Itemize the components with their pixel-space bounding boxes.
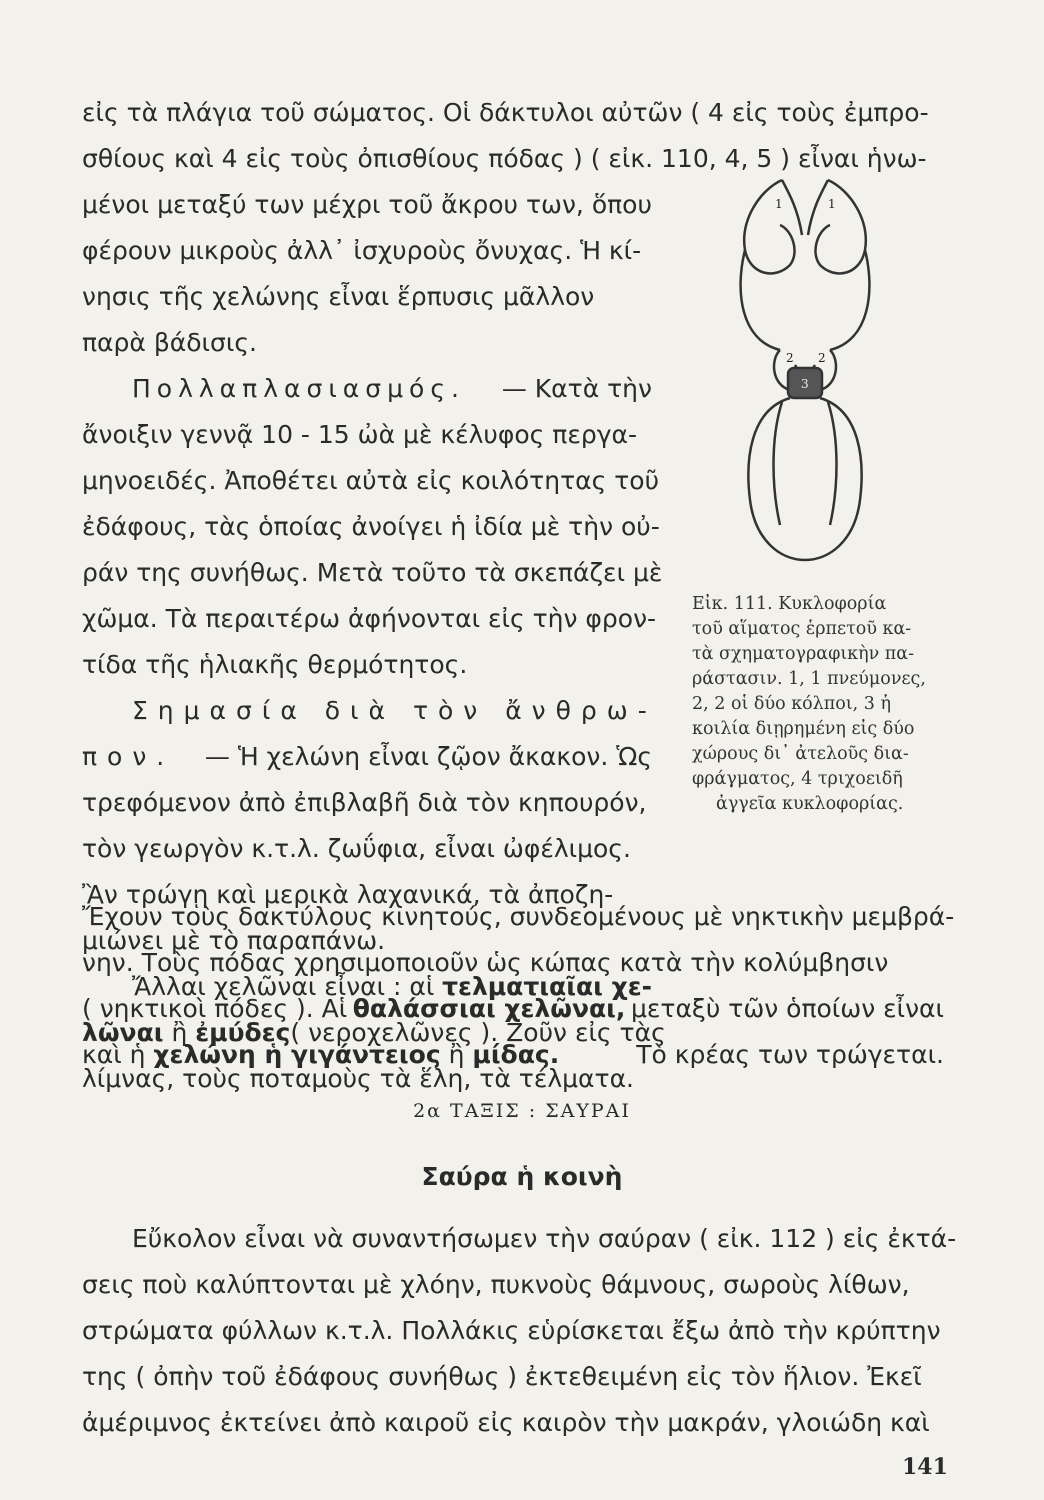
page-number: 141 [902, 1454, 948, 1480]
subheading: Σαύρα ἡ κοινὴ [421, 1162, 623, 1191]
caption-line [692, 692, 954, 717]
text: παρὰ βάδισις. [82, 328, 257, 357]
text: στρώματα φύλλων κ.τ.λ. Πολλάκις εὑρίσκεται ἔξω ἀπὸ τὴν κρύπτην [82, 1316, 941, 1345]
text-line [82, 648, 467, 682]
text: σθίους καὶ 4 εἰς τοὺς ὀπισθίους πόδας ) ( εἰκ. 110, 4, 5 ) εἶναι ἡνω- [82, 144, 927, 173]
bold-term: θαλάσσιαι χελῶναι, [352, 994, 626, 1023]
text: ἄνοιξιν γεννᾷ 10 - 15 ὠὰ μὲ κέλυφος περγα- [82, 420, 638, 449]
text-line [82, 234, 652, 268]
caption-text: ἀγγεῖα κυκλοφορίας. [716, 794, 904, 814]
text-line [82, 832, 652, 866]
text: νησις τῆς χελώνης εἶναι ἕρπυσις μᾶλλον [82, 282, 595, 311]
left-lung [744, 180, 794, 273]
text: μηνοειδές. Ἀποθέτει αὐτὰ εἰς κοιλότητας τοῦ [82, 466, 660, 495]
text: χῶμα. Τὰ περαιτέρω ἀφήνονται εἰς τὴν φρον- [82, 604, 657, 633]
text-line [82, 418, 652, 452]
caption-line [692, 592, 954, 617]
text-line [82, 96, 944, 130]
text: ἢ [171, 1018, 188, 1047]
caption-line [692, 642, 954, 667]
text: — Ἡ χελώνη εἶναι ζῷον ἄκακον. Ὡς [204, 742, 652, 771]
circulation-diagram [720, 140, 890, 580]
text: τρεφόμενον ἀπὸ ἐπιβλαβῆ διὰ τὸν κηπουρόν, [82, 788, 647, 817]
label-2: 2 [786, 351, 794, 365]
label-1: 1 [775, 197, 783, 211]
caption-text: τοῦ αἵματος ἑρπετοῦ κα- [692, 619, 912, 639]
section-heading: 2α ΤΑΞΙΣ : ΣΑΥΡΑΙ [413, 1100, 631, 1122]
text: ἐδάφους, τὰς ὁποίας ἀνοίγει ἡ ἰδία μὲ τὴν οὐ- [82, 512, 660, 541]
text: σεις ποὺ καλύπτονται μὲ χλόην, πυκνοὺς θάμνους, σωροὺς λίθων, [82, 1270, 910, 1299]
caption-text: φράγματος, 4 τριχοειδῆ [692, 769, 903, 789]
text-line [82, 602, 657, 636]
text: Ἂν τρώγῃ καὶ μερικὰ λαχανικά, τὰ ἀποζη- [82, 880, 614, 909]
bold-term: ἐμύδες [195, 1018, 291, 1047]
text: ἀμέριμνος ἐκτείνει ἀπὸ καιροῦ εἰς καιρὸν τὴν μακράν, γλοιώδη καὶ [82, 1408, 930, 1437]
text: εἰς τὰ πλάγια τοῦ σώματος. Οἱ δάκτυλοι αὐτῶν ( 4 εἰς τοὺς ἐμπρο- [82, 98, 929, 127]
text-line [82, 556, 663, 590]
caption-text: τὰ σχηματογραφικὴν πα- [692, 644, 915, 664]
text-line [82, 1038, 944, 1072]
text: Ἔχουν τοὺς δακτύλους κινητούς, συνδεομένους μὲ νηκτικὴν μεμβρά- [82, 902, 955, 931]
caption-text: ράστασιν. 1, 1 πνεύμονες, [692, 669, 926, 689]
text-line [82, 1360, 944, 1394]
text: Εὔκολον εἶναι νὰ συναντήσωμεν τὴν σαύραν ( εἰκ. 112 ) εἰς ἐκτά- [132, 1224, 957, 1253]
text-line [82, 740, 652, 774]
paragraph-heading: Πολλαπλασιασμός. [132, 374, 465, 403]
text: ( νηκτικοὶ πόδες ). Αἱ [82, 994, 348, 1023]
caption-text: 2, 2 οἱ δύο κόλποι, 3 ἡ [692, 694, 891, 714]
text: φέρουν μικροὺς ἀλλ᾽ ἰσχυροὺς ὄνυχας. Ἡ κί- [82, 236, 642, 265]
caption-line [692, 767, 954, 792]
text: λίμνας, τοὺς ποταμοὺς τὰ ἕλη, τὰ τέλματα. [82, 1064, 634, 1093]
bold-term: τελματιαῖαι χε- [442, 972, 652, 1001]
text: ἢ [448, 1040, 465, 1069]
text-line [82, 946, 944, 980]
text: Ἄλλαι χελῶναι εἶναι : αἱ [132, 972, 435, 1001]
paragraph-heading-line [132, 694, 657, 728]
text: — Κατὰ τὴν [501, 374, 652, 403]
text: Τὸ κρέας των τρώγεται. [636, 1040, 944, 1069]
text: μιώνει μὲ τὸ παραπάνω. [82, 926, 386, 955]
text-line [82, 900, 955, 934]
text: τίδα τῆς ἡλιακῆς θερμότητος. [82, 650, 468, 679]
caption-text: χώρους δι᾽ ἀτελοῦς δια- [692, 744, 909, 764]
text: νην. Τοὺς πόδας χρησιμοποιοῦν ὡς κώπας κατὰ τὴν κολύμβησιν [82, 948, 889, 977]
text-line [82, 510, 660, 544]
text-line [82, 992, 944, 1026]
figure-caption [692, 592, 954, 817]
text: μεταξὺ τῶν ὁποίων εἶναι [630, 994, 944, 1023]
circulation-diagram-svg [720, 140, 890, 580]
text: της ( ὀπὴν τοῦ ἐδάφους συνήθως ) ἐκτεθειμένη εἰς τὸν ἥλιον. Ἐκεῖ [82, 1362, 922, 1391]
bold-term: χελώνη ἡ γιγάντειος [153, 1040, 441, 1069]
caption-text: κοιλία διῃρημένη εἰς δύο [692, 719, 915, 739]
text: μένοι μεταξύ των μέχρι τοῦ ἄκρου των, ὅπου [82, 190, 652, 219]
text: ( νεροχελῶνες ). Ζοῦν εἰς τὰς [290, 1018, 666, 1047]
bold-term: λῶναι [82, 1018, 164, 1047]
text-line [82, 188, 652, 222]
capillary-loop [748, 398, 861, 560]
text-line [82, 1268, 944, 1302]
caption-line [692, 617, 954, 642]
right-lung [815, 180, 865, 273]
caption-line [692, 717, 954, 742]
caption-line [692, 667, 954, 692]
bold-term: μίδας. [472, 1040, 560, 1069]
caption-line [692, 792, 954, 817]
text-line [82, 464, 660, 498]
text: τὸν γεωργὸν κ.τ.λ. ζωΰφια, εἶναι ὠφέλιμος. [82, 834, 631, 863]
text-line [82, 280, 652, 314]
paragraph-heading-line [132, 372, 652, 406]
text-line [82, 1406, 944, 1440]
paragraph-heading: Σημασία διὰ τὸν ἄνθρω- [132, 696, 657, 725]
paragraph-heading: πον. [82, 742, 175, 771]
text-line [82, 1314, 944, 1348]
text-line [82, 326, 257, 360]
caption-line [692, 742, 954, 767]
text: καὶ ἡ [82, 1040, 146, 1069]
label-1: 1 [828, 197, 836, 211]
label-3: 3 [801, 377, 809, 391]
text-line [82, 786, 652, 820]
label-2: 2 [818, 351, 826, 365]
text: ράν της συνήθως. Μετὰ τοῦτο τὰ σκεπάζει μὲ [82, 558, 663, 587]
text-line [132, 1222, 957, 1256]
caption-text: Εἰκ. 111. Κυκλοφορία [692, 594, 887, 614]
